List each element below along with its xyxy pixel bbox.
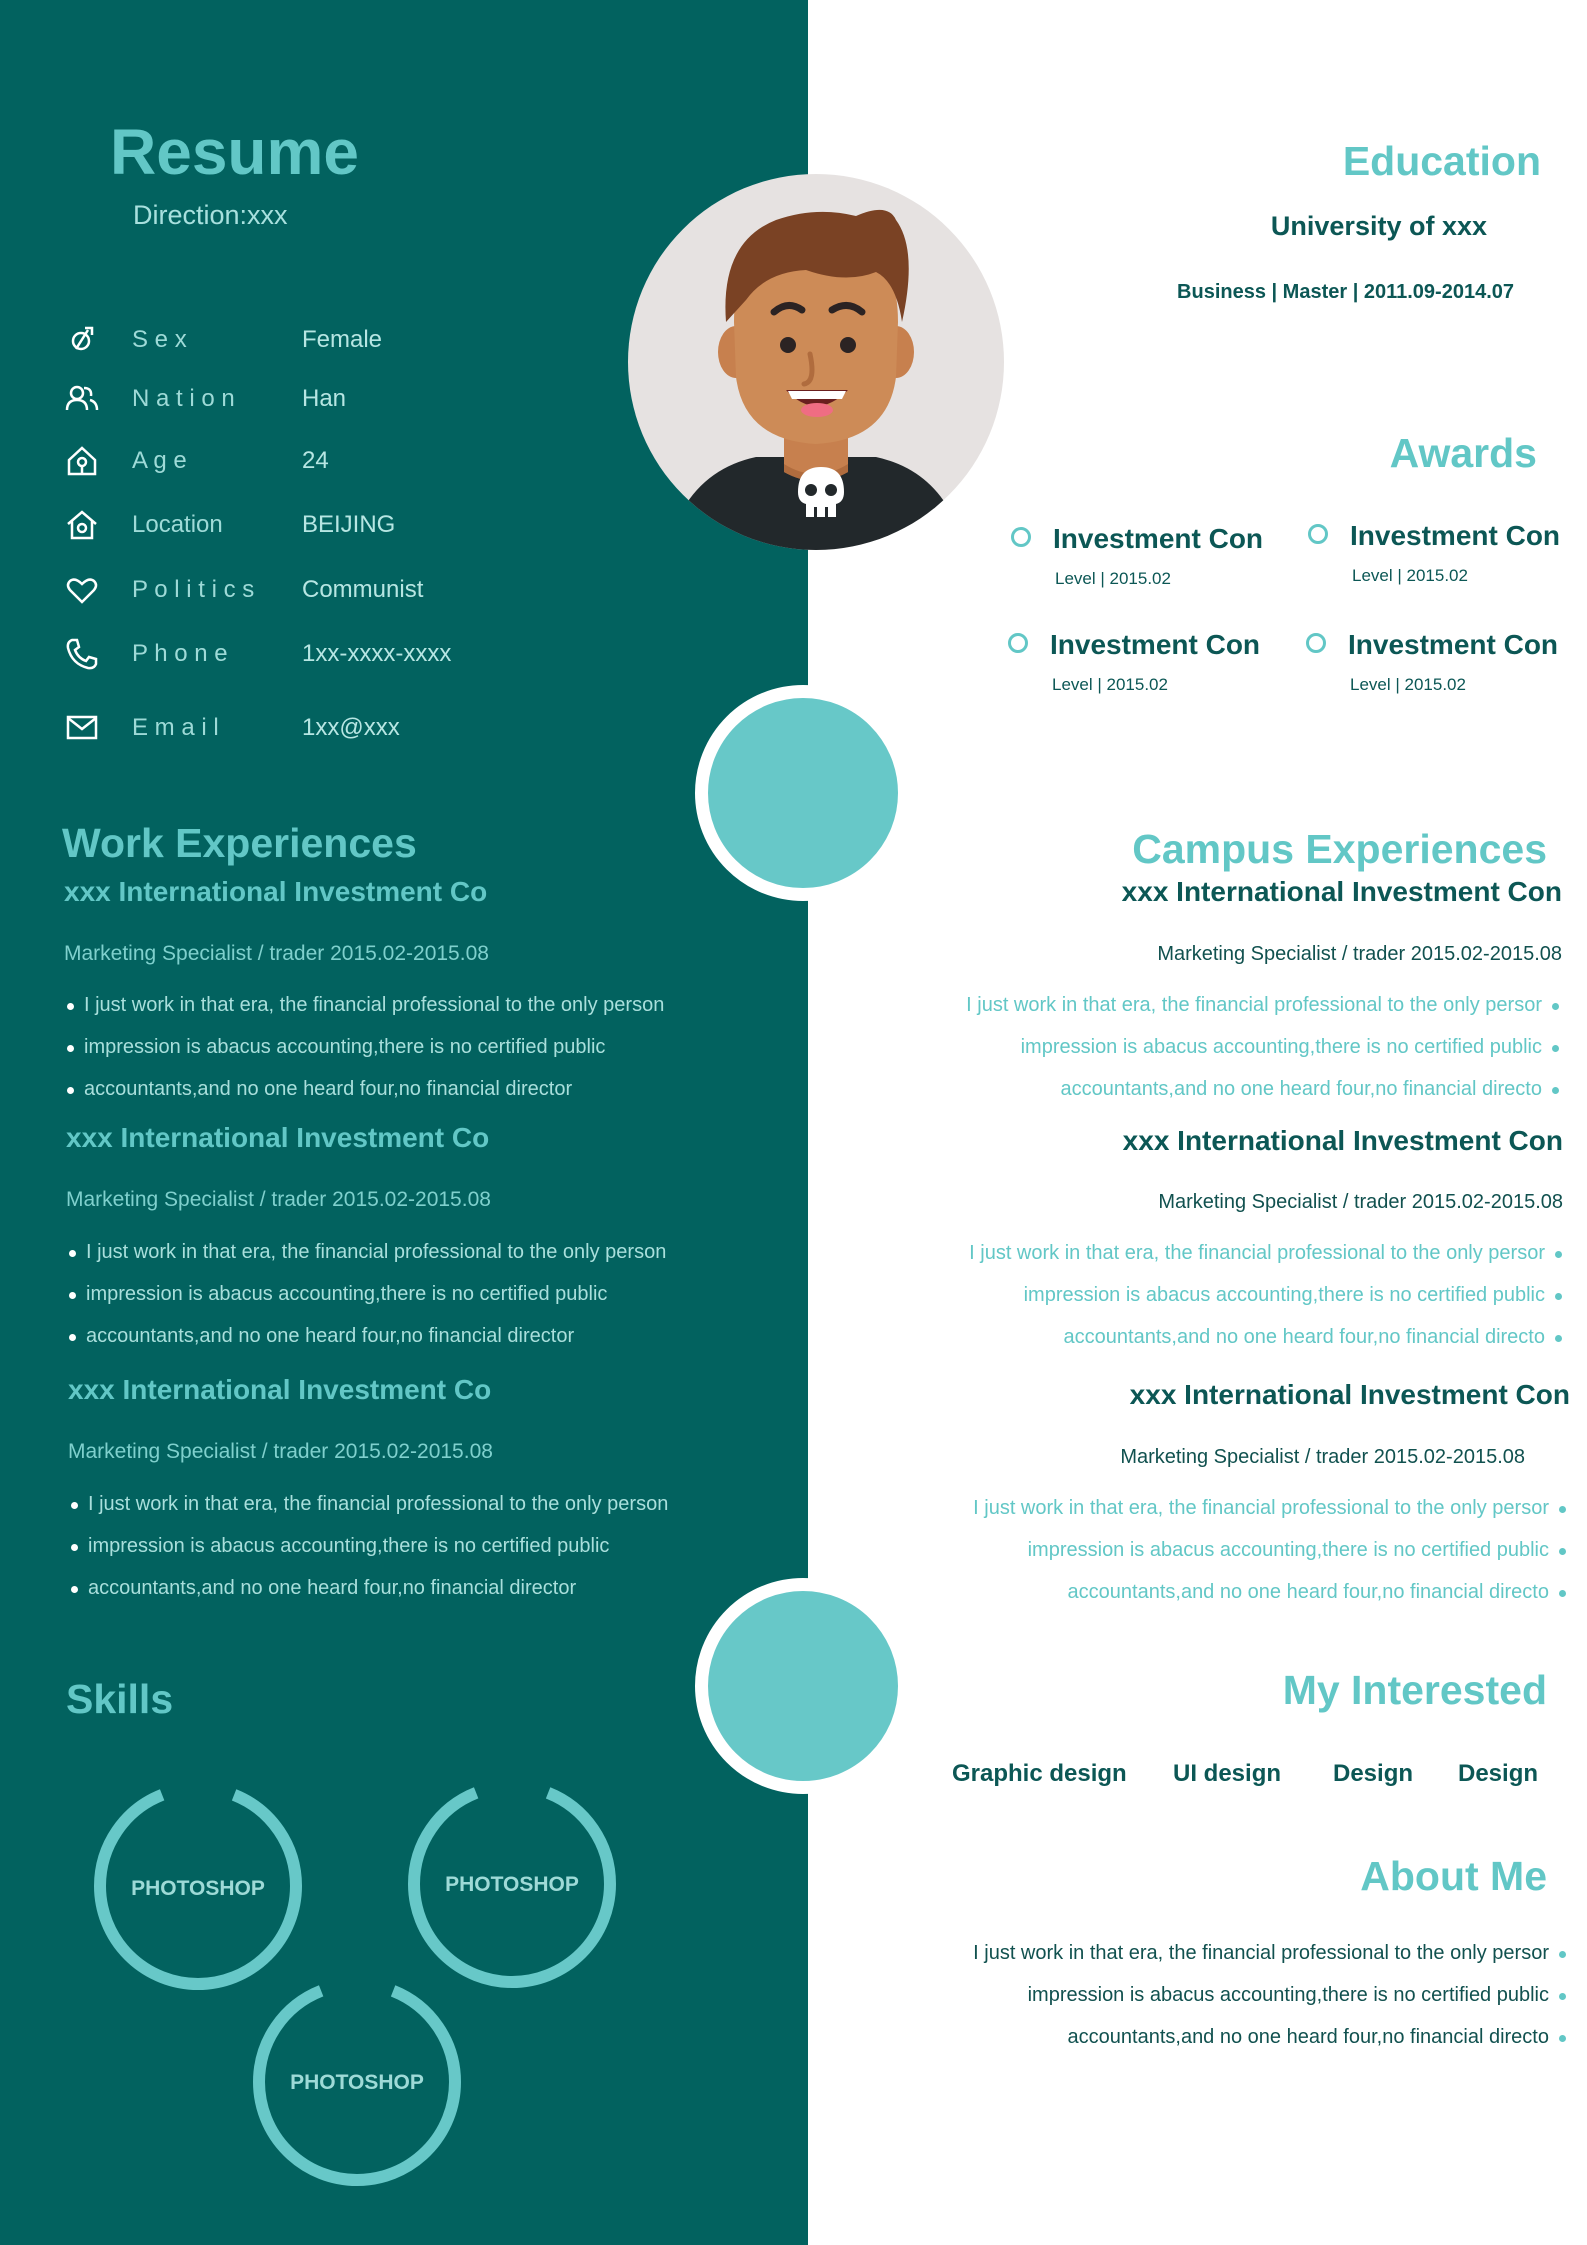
people-icon <box>64 381 100 417</box>
award-level: Level | 2015.02 <box>1055 569 1171 588</box>
campus-company: xxx International Investment Con <box>1121 876 1562 907</box>
campus-bullet: impression is abacus accounting,there is no certified public <box>1028 1539 1569 1562</box>
info-value: Female <box>302 326 383 353</box>
circle-icon <box>1011 527 1031 547</box>
interest-item: Graphic design <box>952 1760 1127 1787</box>
skill-label: PHOTOSHOP <box>445 1873 579 1896</box>
campus-bullet: accountants,and no one heard four,no financial directo <box>1068 1581 1569 1604</box>
info-label: N a t i o n <box>132 385 235 412</box>
award-name: Investment Con <box>1050 629 1261 660</box>
campus-bullet: impression is abacus accounting,there is no certified public <box>1024 1284 1565 1307</box>
skills-section-title: Skills <box>66 1676 174 1722</box>
work-company: xxx International Investment Co <box>64 876 488 907</box>
about-line: I just work in that era, the financial professional to the only persor <box>973 1942 1569 1965</box>
award-item <box>1308 520 1587 600</box>
campus-company: xxx International Investment Con <box>1122 1125 1563 1156</box>
award-level: Level | 2015.02 <box>1350 675 1466 694</box>
campus-role: Marketing Specialist / trader 2015.02-2015.08 <box>1158 1191 1563 1213</box>
work-bullet: I just work in that era, the financial professional to the only person <box>66 1241 666 1264</box>
interest-item: Design <box>1458 1760 1539 1787</box>
info-value: 24 <box>302 447 329 474</box>
info-label: S e x <box>132 326 187 353</box>
info-row-politics <box>64 570 764 614</box>
decorative-circle <box>695 1578 911 1794</box>
award-item <box>1008 629 1288 709</box>
campus-role: Marketing Specialist / trader 2015.02-2015.08 <box>1120 1446 1525 1468</box>
heart-icon <box>64 572 100 608</box>
campus-bullet: accountants,and no one heard four,no financial directo <box>1064 1326 1565 1349</box>
info-value: BEIJING <box>302 511 396 538</box>
award-level: Level | 2015.02 <box>1052 675 1168 694</box>
campus-company: xxx International Investment Con <box>1129 1379 1570 1410</box>
award-item <box>1306 629 1586 709</box>
info-label: P o l i t i c s <box>132 576 255 603</box>
resume-title: Resume <box>110 116 359 188</box>
award-name: Investment Con <box>1350 520 1561 551</box>
award-item <box>1011 523 1291 603</box>
work-bullet: I just work in that era, the financial professional to the only person <box>68 1493 668 1516</box>
info-value: 1xx-xxxx-xxxx <box>302 640 452 667</box>
info-label: P h o n e <box>132 640 228 667</box>
avatar <box>626 172 1006 552</box>
work-bullet: impression is abacus accounting,there is no certified public <box>66 1283 607 1306</box>
info-value: 1xx@xxx <box>302 714 400 741</box>
awards-section-title: Awards <box>1389 430 1537 476</box>
work-role: Marketing Specialist / trader 2015.02-2015.08 <box>64 942 489 965</box>
campus-bullet: I just work in that era, the financial professional to the only persor <box>969 1242 1565 1265</box>
about-section-title: About Me <box>1360 1853 1547 1899</box>
campus-role: Marketing Specialist / trader 2015.02-2015.08 <box>1157 943 1562 965</box>
info-label: E m a i l <box>132 714 219 741</box>
award-name: Investment Con <box>1348 629 1559 660</box>
info-label: A g e <box>132 447 187 474</box>
decorative-circle <box>695 685 911 901</box>
mail-icon <box>64 710 100 746</box>
campus-bullet: accountants,and no one heard four,no financial directo <box>1061 1078 1562 1101</box>
skill-ring <box>247 1972 467 2192</box>
circle-icon <box>1308 524 1328 544</box>
birthday-icon <box>64 443 100 479</box>
skill-ring <box>88 1776 308 1996</box>
work-role: Marketing Specialist / trader 2015.02-2015.08 <box>66 1188 491 1211</box>
award-name: Investment Con <box>1053 523 1264 554</box>
gender-icon <box>64 322 100 358</box>
info-value: Han <box>302 385 347 412</box>
education-school: University of xxx <box>1270 211 1487 241</box>
work-bullet: I just work in that era, the financial professional to the only person <box>64 994 664 1017</box>
home-icon <box>64 507 100 543</box>
info-label: Location <box>132 511 223 538</box>
education-detail: Business | Master | 2011.09-2014.07 <box>1177 281 1514 303</box>
info-row-phone <box>64 634 764 678</box>
circle-icon <box>1008 633 1028 653</box>
circle-icon <box>1306 633 1326 653</box>
skill-ring <box>402 1774 622 1994</box>
info-row-email <box>64 708 764 752</box>
work-bullet: accountants,and no one heard four,no financial director <box>68 1577 576 1600</box>
work-bullet: accountants,and no one heard four,no financial director <box>64 1078 572 1101</box>
work-bullet: impression is abacus accounting,there is no certified public <box>68 1535 609 1558</box>
campus-bullet: I just work in that era, the financial professional to the only persor <box>973 1497 1569 1520</box>
work-bullet: accountants,and no one heard four,no financial director <box>66 1325 574 1348</box>
work-bullet: impression is abacus accounting,there is no certified public <box>64 1036 605 1059</box>
skill-label: PHOTOSHOP <box>131 1877 265 1900</box>
work-company: xxx International Investment Co <box>66 1122 490 1153</box>
about-line: accountants,and no one heard four,no financial directo <box>1068 2026 1569 2049</box>
campus-bullet: impression is abacus accounting,there is no certified public <box>1021 1036 1562 1059</box>
work-company: xxx International Investment Co <box>68 1374 492 1405</box>
education-section-title: Education <box>1342 138 1541 184</box>
interest-item: Design <box>1333 1760 1414 1787</box>
interests-section-title: My Interested <box>1282 1667 1547 1713</box>
award-level: Level | 2015.02 <box>1352 566 1468 585</box>
phone-icon <box>64 636 100 672</box>
work-section-title: Work Experiences <box>62 820 417 866</box>
work-role: Marketing Specialist / trader 2015.02-2015.08 <box>68 1440 493 1463</box>
skill-label: PHOTOSHOP <box>290 2071 424 2094</box>
campus-bullet: I just work in that era, the financial professional to the only persor <box>966 994 1562 1017</box>
interest-item: UI design <box>1173 1760 1282 1787</box>
direction-text: Direction:xxx <box>133 200 288 230</box>
info-value: Communist <box>302 576 424 603</box>
campus-section-title: Campus Experiences <box>1132 826 1547 872</box>
about-line: impression is abacus accounting,there is no certified public <box>1028 1984 1569 2007</box>
